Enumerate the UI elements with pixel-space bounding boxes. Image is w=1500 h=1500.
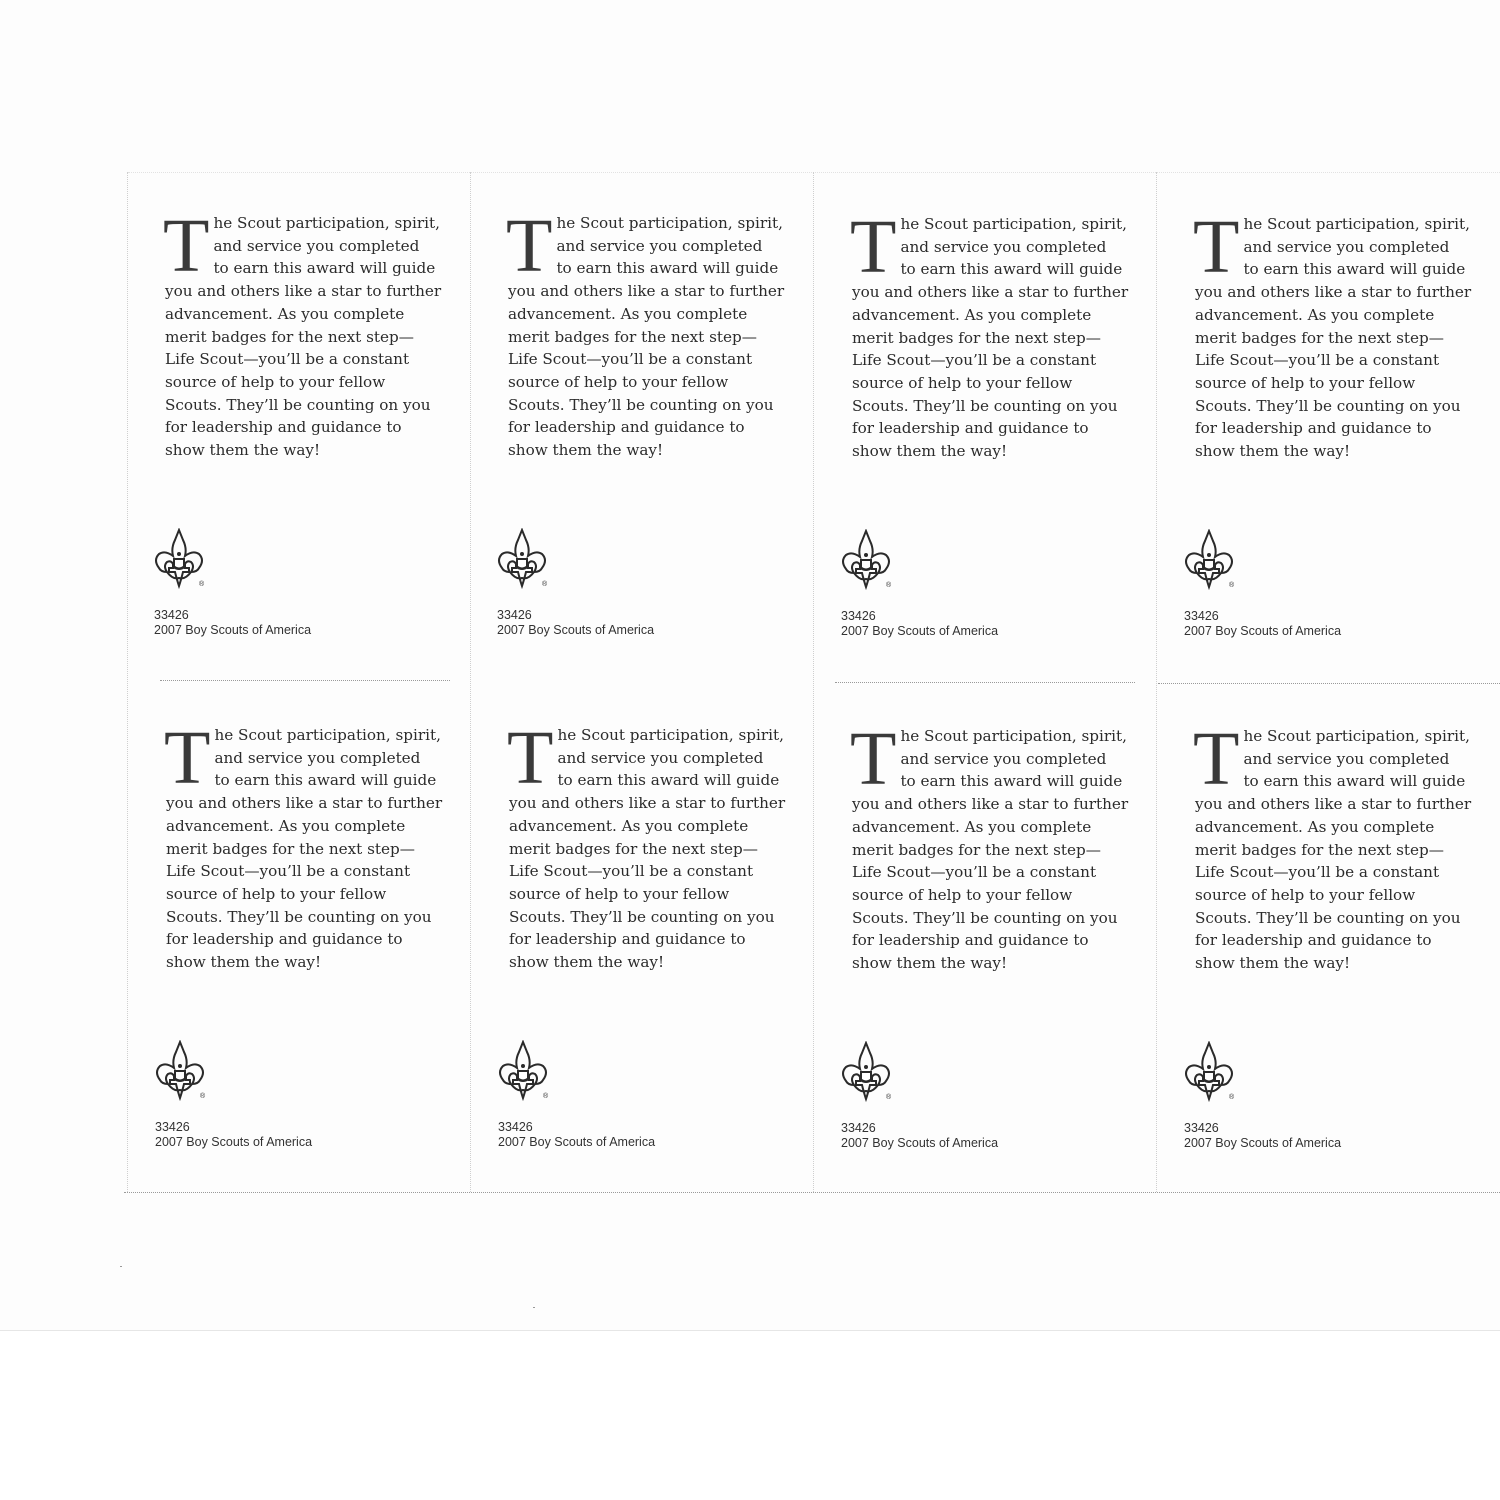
catalog-number: 33426 <box>1184 609 1219 623</box>
message-line: to earn this award will guide <box>557 771 780 790</box>
catalog-number: 33426 <box>497 608 532 622</box>
message-line: he Scout participation, spirit, <box>213 214 440 232</box>
message-line: for leadership and guidance to <box>852 419 1089 438</box>
message-line: Life Scout—you’ll be a constant <box>1195 863 1440 882</box>
catalog-number: 33426 <box>498 1120 533 1134</box>
message-line: advancement. As you complete <box>165 304 405 323</box>
message-line: he Scout participation, spirit, <box>900 215 1127 233</box>
message-line: merit badges for the next step— <box>1195 328 1444 347</box>
message-line: source of help to your fellow <box>1195 373 1416 392</box>
message-line: you and others like a star to further <box>166 794 443 813</box>
card-message <box>164 716 456 974</box>
message-line: advancement. As you complete <box>166 816 406 835</box>
card-footer <box>498 1120 655 1150</box>
message-line: merit badges for the next step— <box>166 839 415 858</box>
message-line: you and others like a star to further <box>852 795 1129 814</box>
message-line: to earn this award will guide <box>1243 260 1466 279</box>
message-line: Scouts. They’ll be counting on you <box>509 907 775 926</box>
award-card-5 <box>128 684 471 1196</box>
card-message <box>507 716 799 974</box>
award-card-4 <box>1157 173 1500 685</box>
message-line: merit badges for the next step— <box>1195 840 1444 859</box>
drop-cap: T <box>850 205 897 289</box>
message-line: and service you completed <box>1243 237 1450 256</box>
message-line: to earn this award will guide <box>214 771 437 790</box>
catalog-number: 33426 <box>154 608 189 622</box>
card-footer <box>841 1121 998 1151</box>
message-line: Life Scout—you’ll be a constant <box>508 350 753 369</box>
message-line: Life Scout—you’ll be a constant <box>852 351 1097 370</box>
drop-cap: T <box>850 717 897 801</box>
message-line: Life Scout—you’ll be a constant <box>1195 351 1440 370</box>
drop-cap: T <box>164 716 211 800</box>
message-line: and service you completed <box>556 236 763 255</box>
message-line: show them the way! <box>852 954 1008 973</box>
message-line: to earn this award will guide <box>900 772 1123 791</box>
svg-text:®: ® <box>200 1093 206 1100</box>
message-line: source of help to your fellow <box>166 884 387 903</box>
message-line: he Scout participation, spirit, <box>900 727 1127 745</box>
catalog-number: 33426 <box>155 1120 190 1134</box>
message-line: advancement. As you complete <box>508 304 748 323</box>
drop-cap: T <box>1193 205 1240 289</box>
message-line: source of help to your fellow <box>852 373 1073 392</box>
svg-text:®: ® <box>1229 582 1235 589</box>
message-line: Life Scout—you’ll be a constant <box>852 863 1097 882</box>
message-line: advancement. As you complete <box>852 305 1092 324</box>
card-message <box>1193 205 1485 463</box>
svg-text:®: ® <box>199 581 205 588</box>
copyright-text: 2007 Boy Scouts of America <box>841 1136 999 1150</box>
copyright-text: 2007 Boy Scouts of America <box>155 1135 313 1149</box>
message-line: he Scout participation, spirit, <box>1243 215 1470 233</box>
message-line: to earn this award will guide <box>900 260 1123 279</box>
card-footer <box>841 609 998 639</box>
message-line: merit badges for the next step— <box>852 840 1101 859</box>
message-line: Life Scout—you’ll be a constant <box>509 862 754 881</box>
bsa-fleur-de-lis-icon <box>495 1040 551 1102</box>
message-line: source of help to your fellow <box>509 884 730 903</box>
svg-text:®: ® <box>886 582 892 589</box>
catalog-number: 33426 <box>841 609 876 623</box>
copyright-text: 2007 Boy Scouts of America <box>841 624 999 638</box>
catalog-number: 33426 <box>1184 1121 1219 1135</box>
message-line: for leadership and guidance to <box>166 930 403 949</box>
message-line: he Scout participation, spirit, <box>1243 727 1470 745</box>
message-line: source of help to your fellow <box>508 372 729 391</box>
message-line: merit badges for the next step— <box>508 327 757 346</box>
message-line: and service you completed <box>1243 749 1450 768</box>
message-line: Scouts. They’ll be counting on you <box>508 395 774 414</box>
copyright-text: 2007 Boy Scouts of America <box>154 623 312 637</box>
message-line: Life Scout—you’ll be a constant <box>166 862 411 881</box>
message-line: merit badges for the next step— <box>509 839 758 858</box>
message-line: for leadership and guidance to <box>509 930 746 949</box>
message-line: Scouts. They’ll be counting on you <box>852 908 1118 927</box>
card-footer <box>154 608 311 638</box>
award-card-7 <box>814 685 1157 1197</box>
message-line: you and others like a star to further <box>509 794 786 813</box>
paper-speck <box>533 1307 535 1308</box>
card-message <box>506 204 798 462</box>
card-footer <box>1184 1121 1341 1151</box>
message-line: Scouts. They’ll be counting on you <box>852 396 1118 415</box>
message-line: advancement. As you complete <box>1195 817 1435 836</box>
award-card-6 <box>471 684 814 1196</box>
message-line: and service you completed <box>213 236 420 255</box>
message-line: Scouts. They’ll be counting on you <box>165 395 431 414</box>
message-line: and service you completed <box>900 237 1107 256</box>
message-line: advancement. As you complete <box>509 816 749 835</box>
message-line: you and others like a star to further <box>165 282 442 301</box>
award-card-2 <box>470 172 813 684</box>
bsa-fleur-de-lis-icon <box>152 1040 208 1102</box>
message-line: show them the way! <box>509 953 665 972</box>
award-card-8 <box>1157 685 1500 1197</box>
message-line: he Scout participation, spirit, <box>214 726 441 744</box>
bsa-fleur-de-lis-icon <box>1181 529 1237 591</box>
drop-cap: T <box>507 716 554 800</box>
message-line: source of help to your fellow <box>165 372 386 391</box>
copyright-text: 2007 Boy Scouts of America <box>497 623 655 637</box>
drop-cap: T <box>506 204 553 288</box>
message-line: he Scout participation, spirit, <box>557 726 784 744</box>
svg-text:®: ® <box>886 1094 892 1101</box>
award-card-1 <box>127 172 470 684</box>
bsa-fleur-de-lis-icon <box>494 528 550 590</box>
message-line: Life Scout—you’ll be a constant <box>165 350 410 369</box>
message-line: Scouts. They’ll be counting on you <box>1195 396 1461 415</box>
message-line: to earn this award will guide <box>213 259 436 278</box>
drop-cap: T <box>1193 717 1240 801</box>
card-message <box>163 204 455 462</box>
message-line: for leadership and guidance to <box>165 418 402 437</box>
message-line: to earn this award will guide <box>1243 772 1466 791</box>
message-line: you and others like a star to further <box>1195 795 1472 814</box>
bsa-fleur-de-lis-icon <box>151 528 207 590</box>
message-line: he Scout participation, spirit, <box>556 214 783 232</box>
message-line: merit badges for the next step— <box>852 328 1101 347</box>
message-line: advancement. As you complete <box>852 817 1092 836</box>
drop-cap: T <box>163 204 210 288</box>
svg-text:®: ® <box>1229 1094 1235 1101</box>
message-line: to earn this award will guide <box>556 259 779 278</box>
catalog-number: 33426 <box>841 1121 876 1135</box>
message-line: show them the way! <box>1195 442 1351 461</box>
message-line: and service you completed <box>557 748 764 767</box>
svg-text:®: ® <box>543 1093 549 1100</box>
message-line: Scouts. They’ll be counting on you <box>1195 908 1461 927</box>
bsa-fleur-de-lis-icon <box>838 529 894 591</box>
message-line: for leadership and guidance to <box>852 931 1089 950</box>
message-line: Scouts. They’ll be counting on you <box>166 907 432 926</box>
message-line: you and others like a star to further <box>852 283 1129 302</box>
message-line: show them the way! <box>852 442 1008 461</box>
message-line: for leadership and guidance to <box>1195 931 1432 950</box>
svg-text:®: ® <box>542 581 548 588</box>
message-line: for leadership and guidance to <box>508 418 745 437</box>
message-line: you and others like a star to further <box>508 282 785 301</box>
card-message <box>850 717 1142 975</box>
card-footer <box>155 1120 312 1150</box>
award-card-3 <box>814 173 1157 685</box>
card-message <box>850 205 1142 463</box>
message-line: for leadership and guidance to <box>1195 419 1432 438</box>
message-line: source of help to your fellow <box>1195 885 1416 904</box>
message-line: show them the way! <box>166 953 322 972</box>
message-line: show them the way! <box>1195 954 1351 973</box>
card-footer <box>497 608 654 638</box>
message-line: you and others like a star to further <box>1195 283 1472 302</box>
message-line: advancement. As you complete <box>1195 305 1435 324</box>
message-line: and service you completed <box>900 749 1107 768</box>
paper-speck <box>120 1266 122 1267</box>
card-footer <box>1184 609 1341 639</box>
card-message <box>1193 717 1485 975</box>
message-line: and service you completed <box>214 748 421 767</box>
message-line: show them the way! <box>508 441 664 460</box>
message-line: merit badges for the next step— <box>165 327 414 346</box>
message-line: source of help to your fellow <box>852 885 1073 904</box>
bsa-fleur-de-lis-icon <box>838 1041 894 1103</box>
copyright-text: 2007 Boy Scouts of America <box>498 1135 656 1149</box>
bsa-fleur-de-lis-icon <box>1181 1041 1237 1103</box>
copyright-text: 2007 Boy Scouts of America <box>1184 624 1342 638</box>
copyright-text: 2007 Boy Scouts of America <box>1184 1136 1342 1150</box>
message-line: show them the way! <box>165 441 321 460</box>
